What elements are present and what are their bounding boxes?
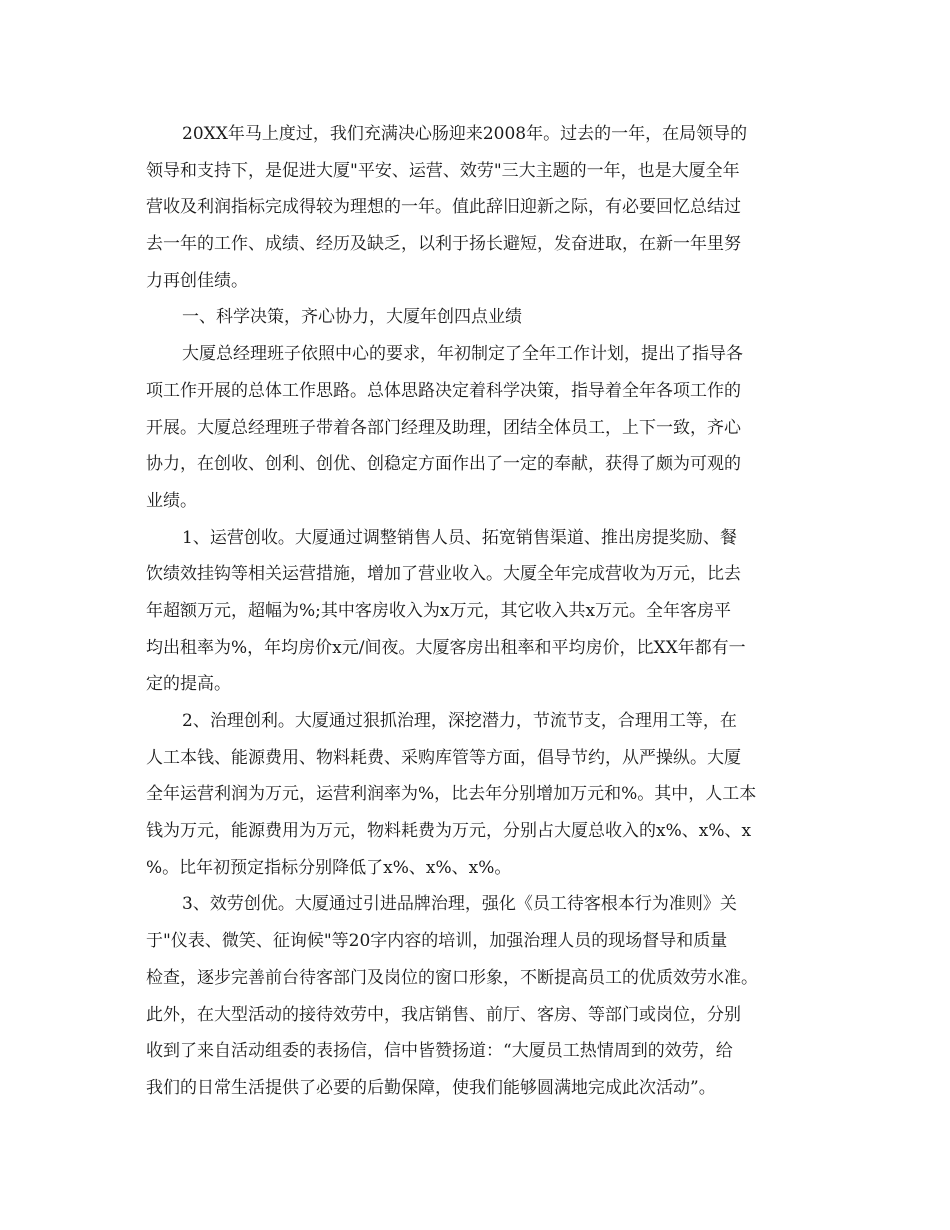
paragraph-line: 项工作开展的总体工作思路。总体思路决定着科学决策，指导着全年各项工作的	[146, 380, 741, 401]
paragraph-line: 此外，在大型活动的接待效劳中，我店销售、前厅、客房、等部门或岗位，分别	[146, 1004, 741, 1025]
paragraph-line: 协力，在创收、创利、创优、创稳定方面作出了一定的奉献，获得了颇为可观的	[146, 454, 741, 475]
paragraph-line: 年超额万元，超幅为%;其中客房收入为x万元，其它收入共x万元。全年客房平	[146, 600, 732, 621]
paragraph-line: 收到了来自活动组委的表扬信，信中皆赞扬道：“大厦员工热情周到的效劳，给	[146, 1041, 733, 1062]
paragraph-first-line: 一、科学决策，齐心协力，大厦年创四点业绩	[182, 307, 522, 328]
paragraph-line: 领导和支持下，是促进大厦"平安、运营、效劳"三大主题的一年，也是大厦全年	[146, 160, 740, 181]
paragraph-first-line: 3、效劳创优。大厦通过引进品牌治理，强化《员工待客根本行为准则》关	[182, 894, 737, 915]
paragraph-line: 我们的日常生活提供了必要的后勤保障，使我们能够圆满地完成此次活动”。	[146, 1077, 716, 1098]
paragraph-line: 人工本钱、能源费用、物料耗费、采购库管等方面，倡导节约，从严操纵。大厦	[146, 747, 741, 768]
paragraph-line: 营收及利润指标完成得较为理想的一年。值此辞旧迎新之际，有必要回忆总结过	[146, 197, 741, 218]
paragraph-first-line: 20XX年马上度过，我们充满决心肠迎来2008年。过去的一年，在局领导的	[182, 124, 748, 144]
paragraph-line: 均出租率为%，年均房价x元/间夜。大厦客房出租率和平均房价，比XX年都有一	[146, 637, 746, 658]
paragraph-line: 饮绩效挂钩等相关运营措施，增加了营业收入。大厦全年完成营收为万元，比去	[146, 564, 741, 585]
paragraph-line: 全年运营利润为万元，运营利润率为%，比去年分别增加万元和%。其中，人工本	[146, 784, 757, 805]
paragraph-line: 检查，逐步完善前台待客部门及岗位的窗口形象，不断提高员工的优质效劳水准。	[146, 967, 758, 988]
paragraph-line: 钱为万元，能源费用为万元，物料耗费为万元，分别占大厦总收入的x%、x%、x	[146, 821, 752, 842]
paragraph-line: %。比年初预定指标分别降低了x%、x%、x%。	[146, 857, 512, 878]
document-body	[146, 116, 812, 1107]
paragraph-line: 定的提高。	[146, 674, 231, 695]
paragraph-line: 去一年的工作、成绩、经历及缺乏，以利于扬长避短，发奋进取，在新一年里努	[146, 234, 741, 255]
paragraph-line: 开展。大厦总经理班子带着各部门经理及助理，团结全体员工，上下一致，齐心	[146, 417, 741, 438]
paragraph-line: 力再创佳绩。	[146, 270, 248, 291]
paragraph-line: 业绩。	[146, 490, 197, 511]
paragraph-first-line: 大厦总经理班子依照中心的要求，年初制定了全年工作计划，提出了指导各	[182, 344, 743, 365]
paragraph-line: 于"仪表、微笑、征询候"等20字内容的培训，加强治理人员的现场督导和质量	[146, 931, 728, 952]
paragraph-first-line: 1、运营创收。大厦通过调整销售人员、拓宽销售渠道、推出房提奖励、餐	[182, 527, 737, 548]
paragraph-first-line: 2、治理创利。大厦通过狠抓治理，深挖潜力，节流节支，合理用工等，在	[182, 711, 737, 731]
